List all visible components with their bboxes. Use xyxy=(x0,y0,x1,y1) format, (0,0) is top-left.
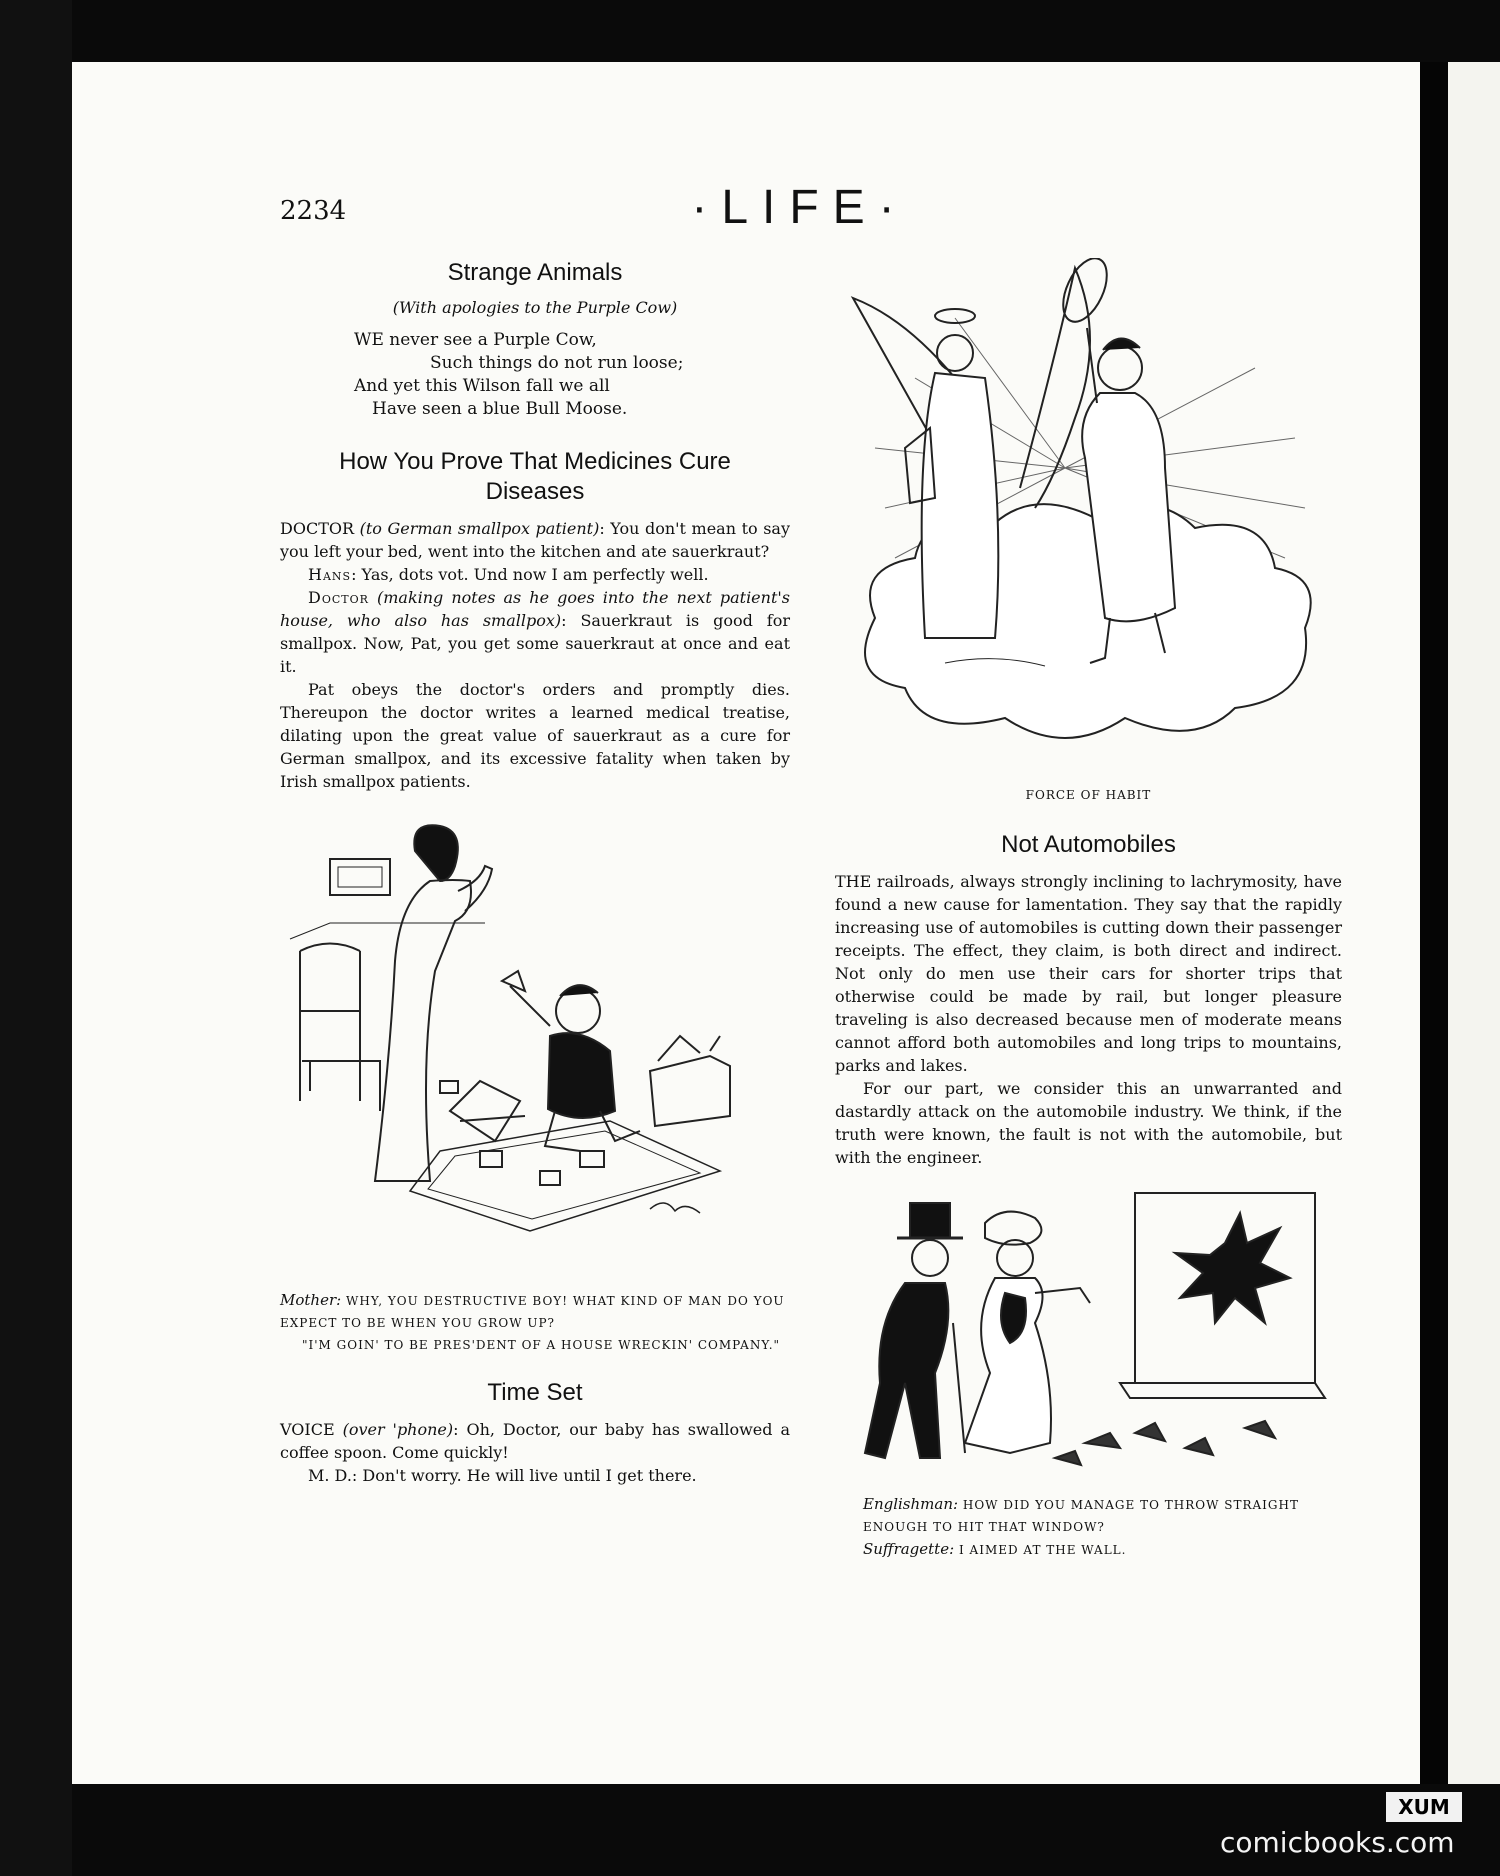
poem-subtitle: (With apologies to the Purple Cow) xyxy=(392,298,678,317)
article-paragraph xyxy=(280,517,790,563)
site-watermark: comicbooks.com xyxy=(1220,1826,1455,1859)
speaker: DOCTOR xyxy=(280,519,355,538)
suffragette-cartoon-caption xyxy=(835,1493,1342,1561)
next-page-edge xyxy=(1448,62,1500,1784)
article-title: Time Set xyxy=(487,1379,583,1406)
stage-direction: (making notes as he goes into the next patient's house, who also has smallpox) xyxy=(280,588,790,630)
article-paragraph: THE railroads, always strongly inclining to lachrymosity, have found a new cause for lamentation. They say that the rapidly increasing use of automobiles is cutting down their passenger receipts. The effect, they claim, is both direct and indirect. Not only do men use their cars for shorter trips that otherwise could be made by rail, but longer pleasure traveling is also decreased because men of moderate means cannot afford both automobiles and long trips to mountains, parks and lakes. xyxy=(835,872,1342,1075)
caption-text: HOW DID YOU MANAGE TO THROW STRAIGHT ENOUGH TO HIT THAT WINDOW? xyxy=(863,1498,1299,1534)
strange-animals-poem xyxy=(280,258,790,421)
article-paragraph xyxy=(280,1418,790,1464)
speaker: Doctor xyxy=(308,588,369,607)
left-column xyxy=(280,258,790,1487)
mother-cartoon xyxy=(280,811,790,1356)
angel-and-man-on-cloud-illustration xyxy=(835,258,1342,778)
page-number: 2234 xyxy=(280,196,347,226)
article-paragraph: For our part, we consider this an unwarranted and dastardly attack on the automobile industry. We think, if the truth were known, the fault is not with the automobile, but with the engineer. xyxy=(835,1079,1342,1167)
caption-text: WHY, YOU DESTRUCTIVE BOY! WHAT KIND OF MAN DO YOU EXPECT TO BE WHEN YOU GROW UP? xyxy=(280,1294,785,1330)
englishman-and-suffragette-illustration xyxy=(835,1183,1342,1483)
magazine-masthead: ·LIFE· xyxy=(691,181,909,234)
stage-direction: (over 'phone) xyxy=(342,1420,454,1439)
article-title: How You Prove That Medicines Cure Diseases xyxy=(339,448,731,505)
poem-line: Such things do not run loose; xyxy=(430,353,684,373)
paragraph-text: : Yas, dots vot. Und now I am perfectly well. xyxy=(351,565,709,584)
poem-verse xyxy=(354,329,790,421)
suffragette-cartoon xyxy=(835,1183,1342,1561)
caption-text: I AIMED AT THE WALL. xyxy=(958,1543,1127,1557)
caption-speaker: Englishman: xyxy=(863,1495,959,1513)
poem-line: Have seen a blue Bull Moose. xyxy=(372,399,628,419)
right-column xyxy=(835,258,1342,1561)
speaker: Hans xyxy=(308,565,352,584)
speaker: VOICE xyxy=(280,1420,335,1439)
poem-title: Strange Animals xyxy=(447,259,623,286)
article-paragraph xyxy=(280,586,790,678)
page-gutter xyxy=(1420,62,1448,1784)
scan-border xyxy=(0,0,72,1876)
caption-speaker: Suffragette: xyxy=(863,1540,955,1558)
paragraph-text: : You don't mean to say you left your bed, went into the kitchen and ate sauerkraut? xyxy=(280,519,790,561)
time-set-article xyxy=(280,1378,790,1487)
paragraph-text: : Oh, Doctor, our baby has swallowed a coffee spoon. Come quickly! xyxy=(280,1420,790,1462)
mother-and-boy-illustration xyxy=(280,811,790,1281)
angel-cartoon xyxy=(835,258,1342,802)
scan-badge: XUM xyxy=(1386,1792,1462,1822)
caption-speaker: Mother: xyxy=(280,1291,342,1309)
angel-cartoon-caption: FORCE OF HABIT xyxy=(1025,788,1152,802)
article-paragraph: M. D.: Don't worry. He will live until I get there. xyxy=(308,1466,697,1485)
article-paragraph xyxy=(280,563,790,586)
mother-cartoon-caption xyxy=(280,1289,790,1356)
article-paragraph: Pat obeys the doctor's orders and promptly dies. Thereupon the doctor writes a learned medical treatise, dilating upon the great value of sauerkraut as a cure for German smallpox, and its excessive fatality when taken by Irish smallpox patients. xyxy=(280,680,790,791)
article-title: Not Automobiles xyxy=(1001,831,1176,858)
medicines-article xyxy=(280,447,790,793)
stage-direction: (to German smallpox patient) xyxy=(359,519,600,538)
poem-line: WE never see a Purple Cow, xyxy=(354,330,597,350)
paragraph-text: : Sauerkraut is good for smallpox. Now, Pat, you get some sauerkraut at once and eat it. xyxy=(280,611,790,676)
caption-text: "I'M GOIN' TO BE PRES'DENT OF A HOUSE WRECKIN' COMPANY." xyxy=(302,1338,781,1352)
poem-line: And yet this Wilson fall we all xyxy=(354,376,610,396)
not-automobiles-article xyxy=(835,830,1342,1169)
